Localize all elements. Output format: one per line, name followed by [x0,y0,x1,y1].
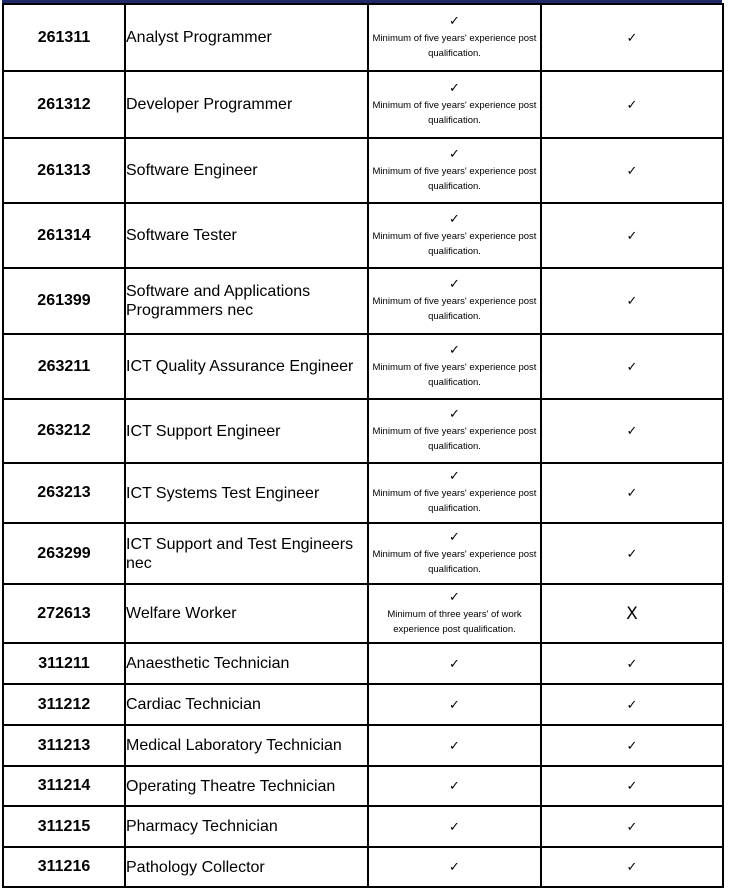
occupation-title: Software Engineer [125,138,368,203]
check-icon: ✓ [449,469,460,484]
requirement-cell [368,71,541,138]
check-icon: ✓ [449,819,460,835]
table-row [3,399,723,463]
table-row [3,684,723,725]
check-icon: ✓ [626,779,638,794]
requirement-note: Minimum of five years' experience post qualification. [372,361,537,388]
table-row [3,643,723,684]
requirement-cell [368,584,541,643]
check-icon: ✓ [449,211,460,227]
eligibility-cell [541,463,723,523]
occupation-title: Medical Laboratory Technician [125,725,368,766]
requirement-cell [368,334,541,399]
check-icon: ✓ [449,529,460,545]
requirement-cell [368,523,541,584]
table-row [3,847,723,887]
check-icon: ✓ [449,738,460,754]
eligibility-cell [541,766,723,806]
occupation-code: 272613 [3,584,125,643]
occupation-title: Cardiac Technician [125,684,368,725]
requirement-note: Minimum of five years' experience post qualification. [372,426,537,452]
occupation-title: Software Tester [125,203,368,268]
table-row [3,138,723,203]
occupation-code: 261399 [3,268,125,334]
requirement-note: Minimum of five years' experience post qualification. [372,230,537,257]
eligibility-cell [541,684,723,725]
table-row [3,4,723,71]
requirement-cell [368,4,541,71]
table-row [3,806,723,847]
check-icon: ✓ [449,277,460,292]
occupation-code: 311213 [3,725,125,766]
requirement-note: Minimum of five years' experience post qualification. [372,548,537,575]
eligibility-cell [541,71,723,138]
eligibility-cell [541,203,723,268]
requirement-cell [368,399,541,463]
table-row [3,463,723,523]
check-icon: ✓ [449,697,460,713]
requirement-cell [368,725,541,766]
requirement-cell [368,766,541,806]
check-icon: ✓ [626,656,638,672]
table-row [3,203,723,268]
eligibility-cell [541,334,723,399]
check-icon: ✓ [626,294,638,309]
check-icon: ✓ [449,13,460,29]
check-icon: ✓ [626,359,638,375]
occupation-code: 311212 [3,684,125,725]
eligibility-cell [541,847,723,887]
occupation-code: 311216 [3,847,125,887]
eligibility-cell [541,584,723,643]
check-icon: ✓ [626,546,638,562]
occupation-title: Developer Programmer [125,71,368,138]
occupation-code: 261312 [3,71,125,138]
occupation-title: ICT Systems Test Engineer [125,463,368,523]
occupation-code: 263213 [3,463,125,523]
occupation-code: 261314 [3,203,125,268]
occupation-title: Software and Applications Programmers nec [125,268,368,334]
check-icon: ✓ [449,407,460,422]
requirement-cell [368,643,541,684]
eligibility-cell [541,138,723,203]
occupation-code: 261311 [3,4,125,71]
check-icon: ✓ [449,779,460,794]
occupation-title: ICT Quality Assurance Engineer [125,334,368,399]
table-row [3,766,723,806]
table-row [3,523,723,584]
occupation-title: Pharmacy Technician [125,806,368,847]
eligibility-cell [541,643,723,684]
check-icon: ✓ [626,697,638,713]
check-icon: ✓ [449,860,460,875]
check-icon: ✓ [626,228,638,244]
check-icon: ✓ [626,97,638,113]
occupation-title: Anaesthetic Technician [125,643,368,684]
requirement-note: Minimum of five years' experience post qualification. [372,488,537,514]
requirement-note: Minimum of five years' experience post qualification. [372,165,537,192]
eligibility-cell [541,806,723,847]
requirement-note: Minimum of three years' of work experience post qualification. [387,608,522,635]
requirement-cell [368,463,541,523]
eligibility-cell [541,725,723,766]
requirement-cell [368,203,541,268]
check-icon: ✓ [626,860,638,875]
check-icon: ✓ [626,738,638,754]
occupation-code: 261313 [3,138,125,203]
occupation-code: 311211 [3,643,125,684]
check-icon: ✓ [626,819,638,835]
check-icon: ✓ [449,146,460,162]
table-row [3,268,723,334]
requirement-cell [368,847,541,887]
occupation-code: 263211 [3,334,125,399]
check-icon: ✓ [626,486,638,501]
occupation-code: 311214 [3,766,125,806]
occupation-title: ICT Support and Test Engineers nec [125,523,368,584]
check-icon: ✓ [626,163,638,179]
eligibility-cell [541,523,723,584]
eligibility-cell [541,4,723,71]
occupation-code: 263299 [3,523,125,584]
table-row [3,71,723,138]
check-icon: ✓ [449,589,460,605]
requirement-cell [368,138,541,203]
requirement-note: Minimum of five years' experience post qualification. [372,296,537,322]
table-row [3,334,723,399]
eligibility-cell [541,268,723,334]
requirement-note: Minimum of five years' experience post qualification. [372,32,537,59]
occupation-title: Welfare Worker [125,584,368,643]
occupation-table [2,3,724,888]
occupation-code: 311215 [3,806,125,847]
requirement-note: Minimum of five years' experience post qualification. [372,99,537,126]
requirement-cell [368,684,541,725]
occupation-title: Analyst Programmer [125,4,368,71]
occupation-code: 263212 [3,399,125,463]
cross-icon: X [626,603,638,624]
check-icon: ✓ [449,342,460,358]
eligibility-cell [541,399,723,463]
check-icon: ✓ [449,656,460,672]
table-row [3,725,723,766]
check-icon: ✓ [626,30,638,46]
occupation-title: Operating Theatre Technician [125,766,368,806]
occupation-title: Pathology Collector [125,847,368,887]
requirement-cell [368,806,541,847]
requirement-cell [368,268,541,334]
occupation-title: ICT Support Engineer [125,399,368,463]
table-row [3,584,723,643]
check-icon: ✓ [626,424,638,439]
check-icon: ✓ [449,80,460,96]
